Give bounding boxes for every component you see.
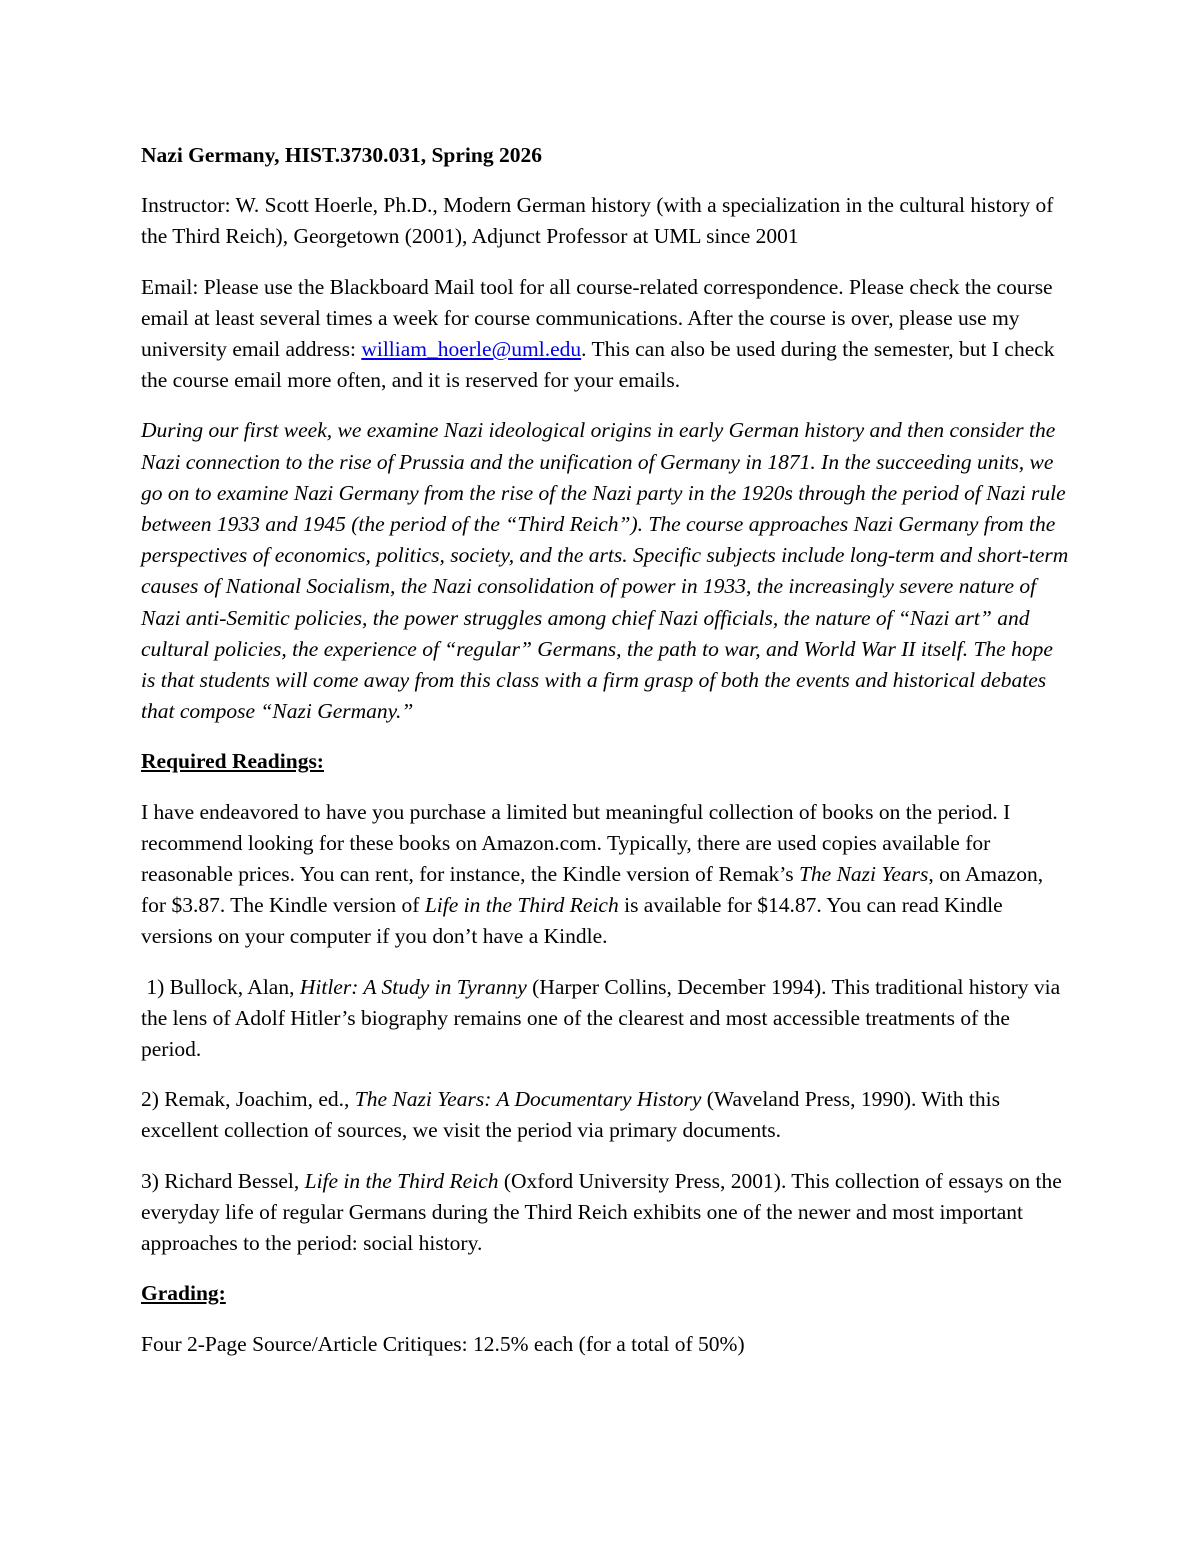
book-2-suffix: (Waveland Press, 1990). With this excellent collection of sources, we visit the period via primary documents. (141, 1087, 1000, 1143)
book-1-prefix: 1) Bullock, Alan, (141, 974, 300, 999)
email-text-after: . This can also be used during the semester, but I check the course email more often, and it is reserved for your emails. (141, 337, 1055, 393)
email-text-before: Email: Please use the Blackboard Mail tool for all course-related correspondence. Please check the course email at least several times a week for course communications. After the course is over, please use my university email address: (141, 274, 1053, 362)
book-3-prefix: 3) Richard Bessel, (141, 1168, 305, 1193)
readings-intro (141, 797, 1071, 953)
grading-heading: Grading: (141, 1281, 226, 1306)
book-2-title: The Nazi Years: A Documentary History (354, 1087, 702, 1112)
book-2-prefix: 2) Remak, Joachim, ed., (141, 1087, 355, 1112)
instructor-paragraph: Instructor: W. Scott Hoerle, Ph.D., Modern German history (with a specialization in the cultural history of the Third Reich), Georgetown (2001), Adjunct Professor at UML since 2001 (141, 193, 1054, 249)
book-3-suffix: (Oxford University Press, 2001). This collection of essays on the everyday life of regular Germans during the Third Reich exhibits one of the newer and most important approaches to the period: social history. (141, 1168, 1062, 1256)
book-item-1 (141, 972, 1071, 1066)
readings-intro-title1: The Nazi Years (798, 862, 929, 887)
grading-line: Four 2-Page Source/Article Critiques: 12.5% each (for a total of 50%) (141, 1331, 745, 1356)
readings-intro-part1: I have endeavored to have you purchase a limited but meaningful collection of books on the period. I recommend looking for these books on Amazon.com. Typically, there are used copies available for reasonable prices. You can rent, for instance, the Kindle version of Remak’s (141, 799, 1011, 887)
readings-intro-part3: is available for $14.87. You can read Kindle versions on your computer if you don’t have a Kindle. (141, 893, 1003, 949)
readings-intro-part2: , on Amazon, for $3.87. The Kindle version of (141, 862, 1044, 918)
book-item-2 (141, 1084, 1071, 1146)
course-description: During our first week, we examine Nazi ideological origins in early German history and then consider the Nazi connection to the rise of Prussia and the unification of Germany in 1871. In the succeeding units, we go on to examine Nazi Germany from the rise of the Nazi party in the 1920s through the period of Nazi rule between 1933 and 1945 (the period of the “Third Reich”). The course approaches Nazi Germany from the perspectives of economics, politics, society, and the arts. Specific subjects include long-term and short-term causes of National Socialism, the Nazi consolidation of power in 1933, the increasingly severe nature of Nazi anti-Semitic policies, the power struggles among chief Nazi officials, the nature of “Nazi art” and cultural policies, the experience of “regular” Germans, the path to war, and World War II itself. The hope is that students will come away from this class with a firm grasp of both the events and historical debates that compose “Nazi Germany.” (141, 418, 1069, 724)
email-paragraph (141, 272, 1071, 397)
book-3-title: Life in the Third Reich (304, 1168, 499, 1193)
book-item-3 (141, 1166, 1071, 1260)
readings-intro-title2: Life in the Third Reich (424, 893, 619, 918)
email-link[interactable]: william_hoerle@uml.edu (361, 337, 582, 362)
course-title: Nazi Germany, HIST.3730.031, Spring 2026 (141, 143, 542, 167)
document-body (141, 140, 1071, 1379)
book-1-suffix: (Harper Collins, December 1994). This traditional history via the lens of Adolf Hitler’s biography remains one of the clearest and most accessible treatments of the period. (141, 974, 1061, 1062)
book-1-title: Hitler: A Study in Tyranny (299, 974, 527, 999)
readings-heading: Required Readings: (141, 749, 324, 774)
